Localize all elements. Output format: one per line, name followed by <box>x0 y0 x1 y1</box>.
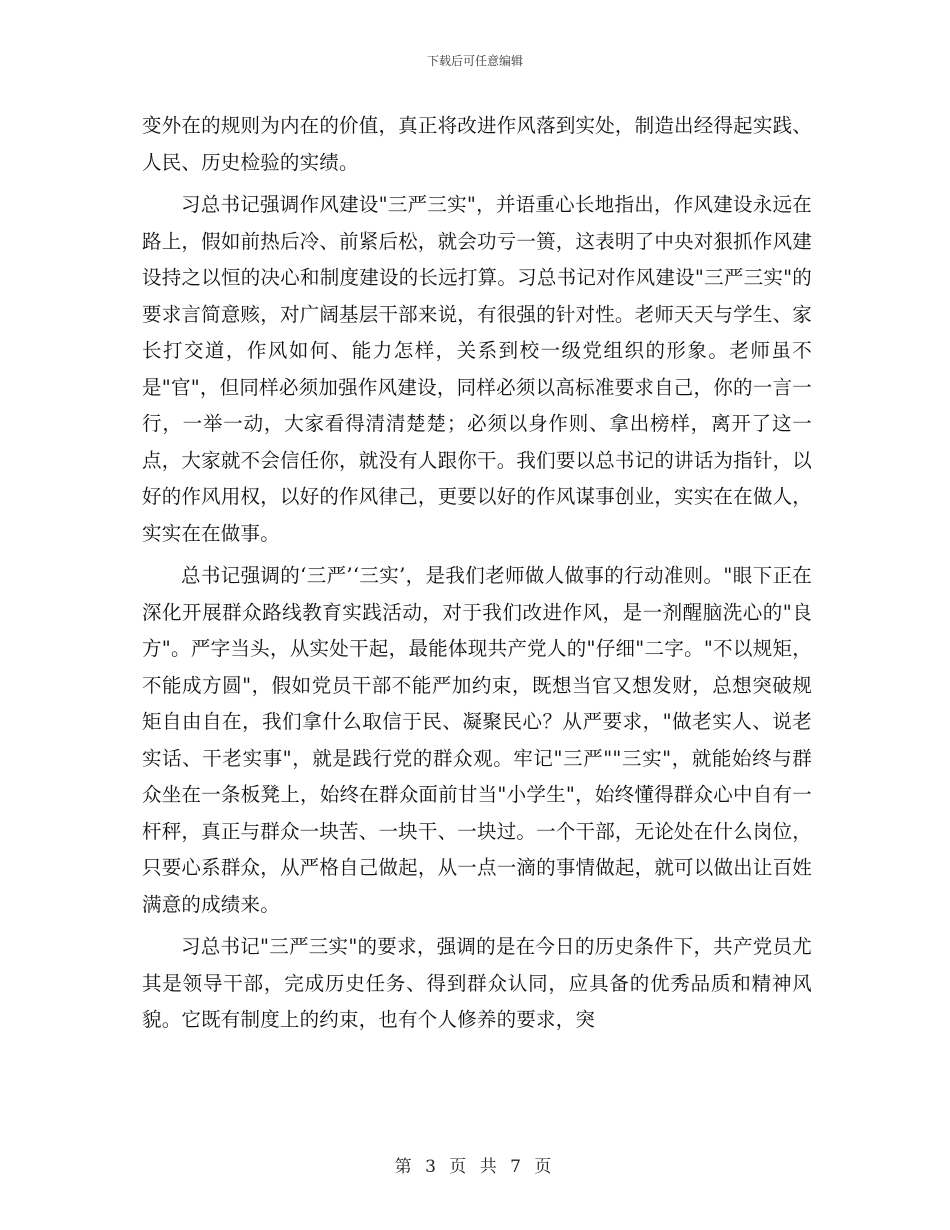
paragraph: 习总书记强调作风建设"三严三实"，并语重心长地指出，作风建设永远在路上，假如前热后冷、前紧后松，就会功亏一篑，这表明了中央对狠抓作风建设持之以恒的决心和制度建设的长远打算。习总书记对作风建设"三严三实"的要求言简意赅，对广阔基层干部来说，有很强的针对性。老师天天与学生、家长打交道，作风如何、能力怎样，关系到校一级党组织的形象。老师虽不是"官"，但同样必须加强作风建设，同样必须以高标准要求自己，你的一言一行，一举一动，大家看得清清楚楚；必须以身作则、拿出榜样，离开了这一点，大家就不会信任你，就没有人跟你干。我们要以总书记的讲话为指针，以好的作风用权，以好的作风律己，更要以好的作风谋事创业，实实在在做人，实实在在做事。 <box>142 193 812 545</box>
paragraph: 习总书记"三严三实"的要求，强调的是在今日的历史条件下，共产党员尤其是领导干部，完成历史任务、得到群众认同，应具备的优秀品质和精神风貌。它既有制度上的约束，也有个人修养的要求，突 <box>142 935 812 1031</box>
page-number: 第 3 页 共 7 页 <box>394 1157 556 1177</box>
paragraph: 总书记强调的‘三严’‘三实’，是我们老师做人做事的行动准则。"眼下正在深化开展群众路线教育实践活动，对于我们改进作风，是一剂醒脑洗心的"良方"。严字当头，从实处干起，最能体现共产党人的"仔细"二字。"不以规矩，不能成方圆"，假如党员干部不能严加约束，既想当官又想发财，总想突破规矩自由自在，我们拿什么取信于民、凝聚民心？从严要求，"做老实人、说老实话、干老实事"，就是践行党的群众观。牢记"三严""三实"，就能始终与群众坐在一条板凳上，始终在群众面前甘当"小学生"，始终懂得群众心中自有一杆秤，真正与群众一块苦、一块干、一块过。一个干部，无论处在什么岗位，只要心系群众，从严格自己做起，从一点一滴的事情做起，就可以做出让百姓满意的成绩来。 <box>142 564 812 916</box>
page-header-note: 下载后可任意编辑 <box>426 54 523 68</box>
paragraph-continuation: 变外在的规则为内在的价值，真正将改进作风落到实处，制造出经得起实践、人民、历史检验的实绩。 <box>142 114 812 174</box>
document-body <box>142 108 812 1045</box>
